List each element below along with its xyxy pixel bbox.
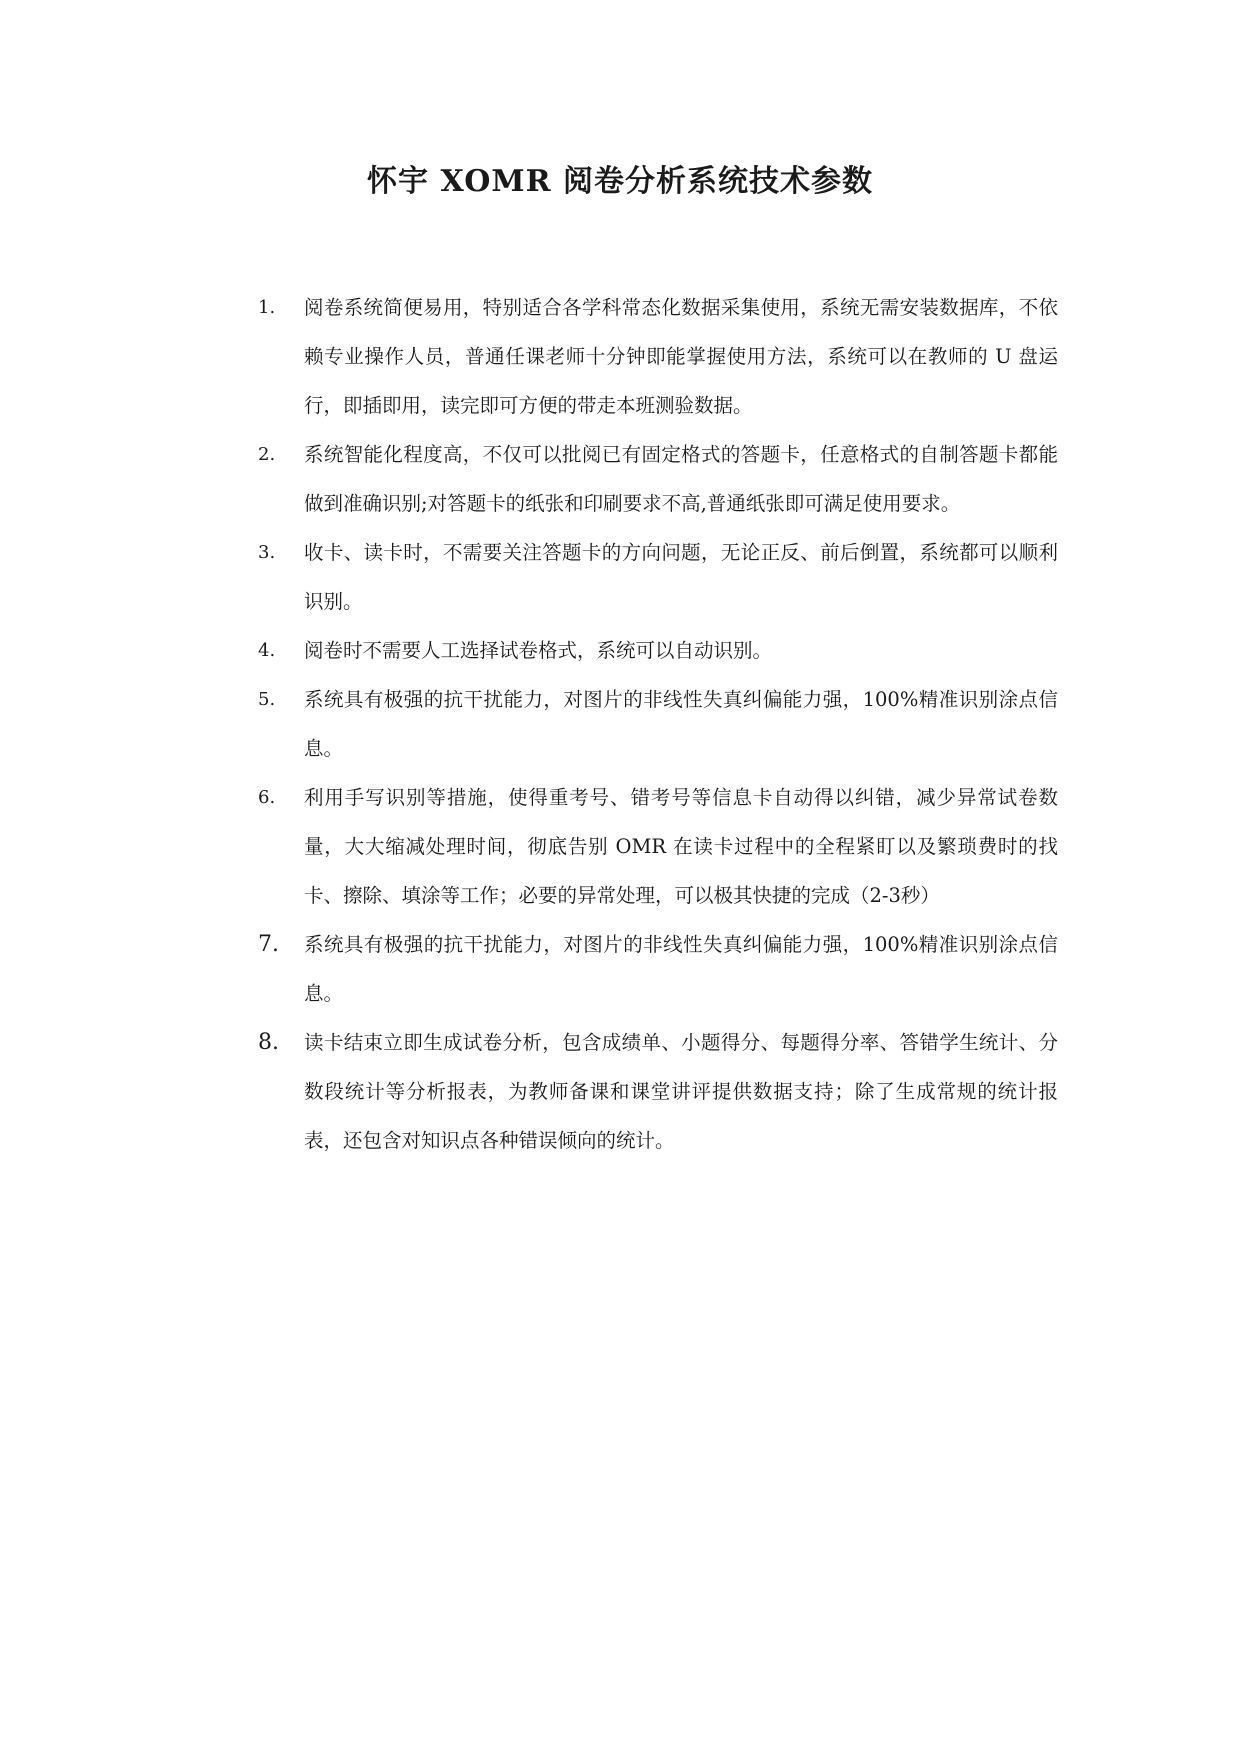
list-item bbox=[258, 283, 1058, 430]
item-number: 6. bbox=[258, 787, 276, 808]
document-title: 怀宇 XOMR 阅卷分析系统技术参数 bbox=[367, 164, 873, 199]
list-item bbox=[258, 626, 1058, 675]
list-item bbox=[258, 528, 1058, 626]
item-number: 4. bbox=[258, 640, 276, 661]
item-number: 2. bbox=[258, 444, 276, 465]
list-item bbox=[258, 920, 1058, 1018]
item-number: 3. bbox=[258, 542, 276, 563]
list-item bbox=[258, 1018, 1058, 1165]
list-item bbox=[258, 773, 1058, 920]
item-text: 收卡、读卡时，不需要关注答题卡的方向问题，无论正反、前后倒置，系统都可以顺利识别。 bbox=[304, 541, 1058, 613]
item-number: 1. bbox=[258, 297, 276, 318]
item-text: 系统智能化程度高，不仅可以批阅已有固定格式的答题卡，任意格式的自制答题卡都能做到准确识别;对答题卡的纸张和印刷要求不高,普通纸张即可满足使用要求。 bbox=[304, 443, 1058, 515]
item-number: 5. bbox=[258, 689, 276, 710]
item-text: 系统具有极强的抗干扰能力，对图片的非线性失真纠偏能力强，100%精准识别涂点信息。 bbox=[304, 933, 1058, 1005]
list-item bbox=[258, 430, 1058, 528]
list-item bbox=[258, 675, 1058, 773]
item-number: 8. bbox=[258, 1030, 279, 1055]
item-number: 7. bbox=[258, 932, 279, 957]
item-text: 阅卷时不需要人工选择试卷格式，系统可以自动识别。 bbox=[304, 639, 773, 662]
item-text: 读卡结束立即生成试卷分析，包含成绩单、小题得分、每题得分率、答错学生统计、分数段统计等分析报表，为教师备课和课堂讲评提供数据支持；除了生成常规的统计报表，还包含对知识点各种错误倾向的统计。 bbox=[304, 1031, 1058, 1152]
spec-list bbox=[258, 283, 1058, 1165]
item-text: 系统具有极强的抗干扰能力，对图片的非线性失真纠偏能力强，100%精准识别涂点信息。 bbox=[304, 688, 1058, 760]
item-text: 阅卷系统简便易用，特别适合各学科常态化数据采集使用，系统无需安装数据库，不依赖专业操作人员，普通任课老师十分钟即能掌握使用方法，系统可以在教师的 U 盘运行，即插即用，读完即可方便的带走本班测验数据。 bbox=[304, 296, 1058, 417]
item-text: 利用手写识别等措施，使得重考号、错考号等信息卡自动得以纠错，减少异常试卷数量，大大缩减处理时间，彻底告别 OMR 在读卡过程中的全程紧盯以及繁琐费时的找卡、擦除、填涂等工作；必要的异常处理，可以极其快捷的完成（2-3秒） bbox=[304, 786, 1058, 907]
